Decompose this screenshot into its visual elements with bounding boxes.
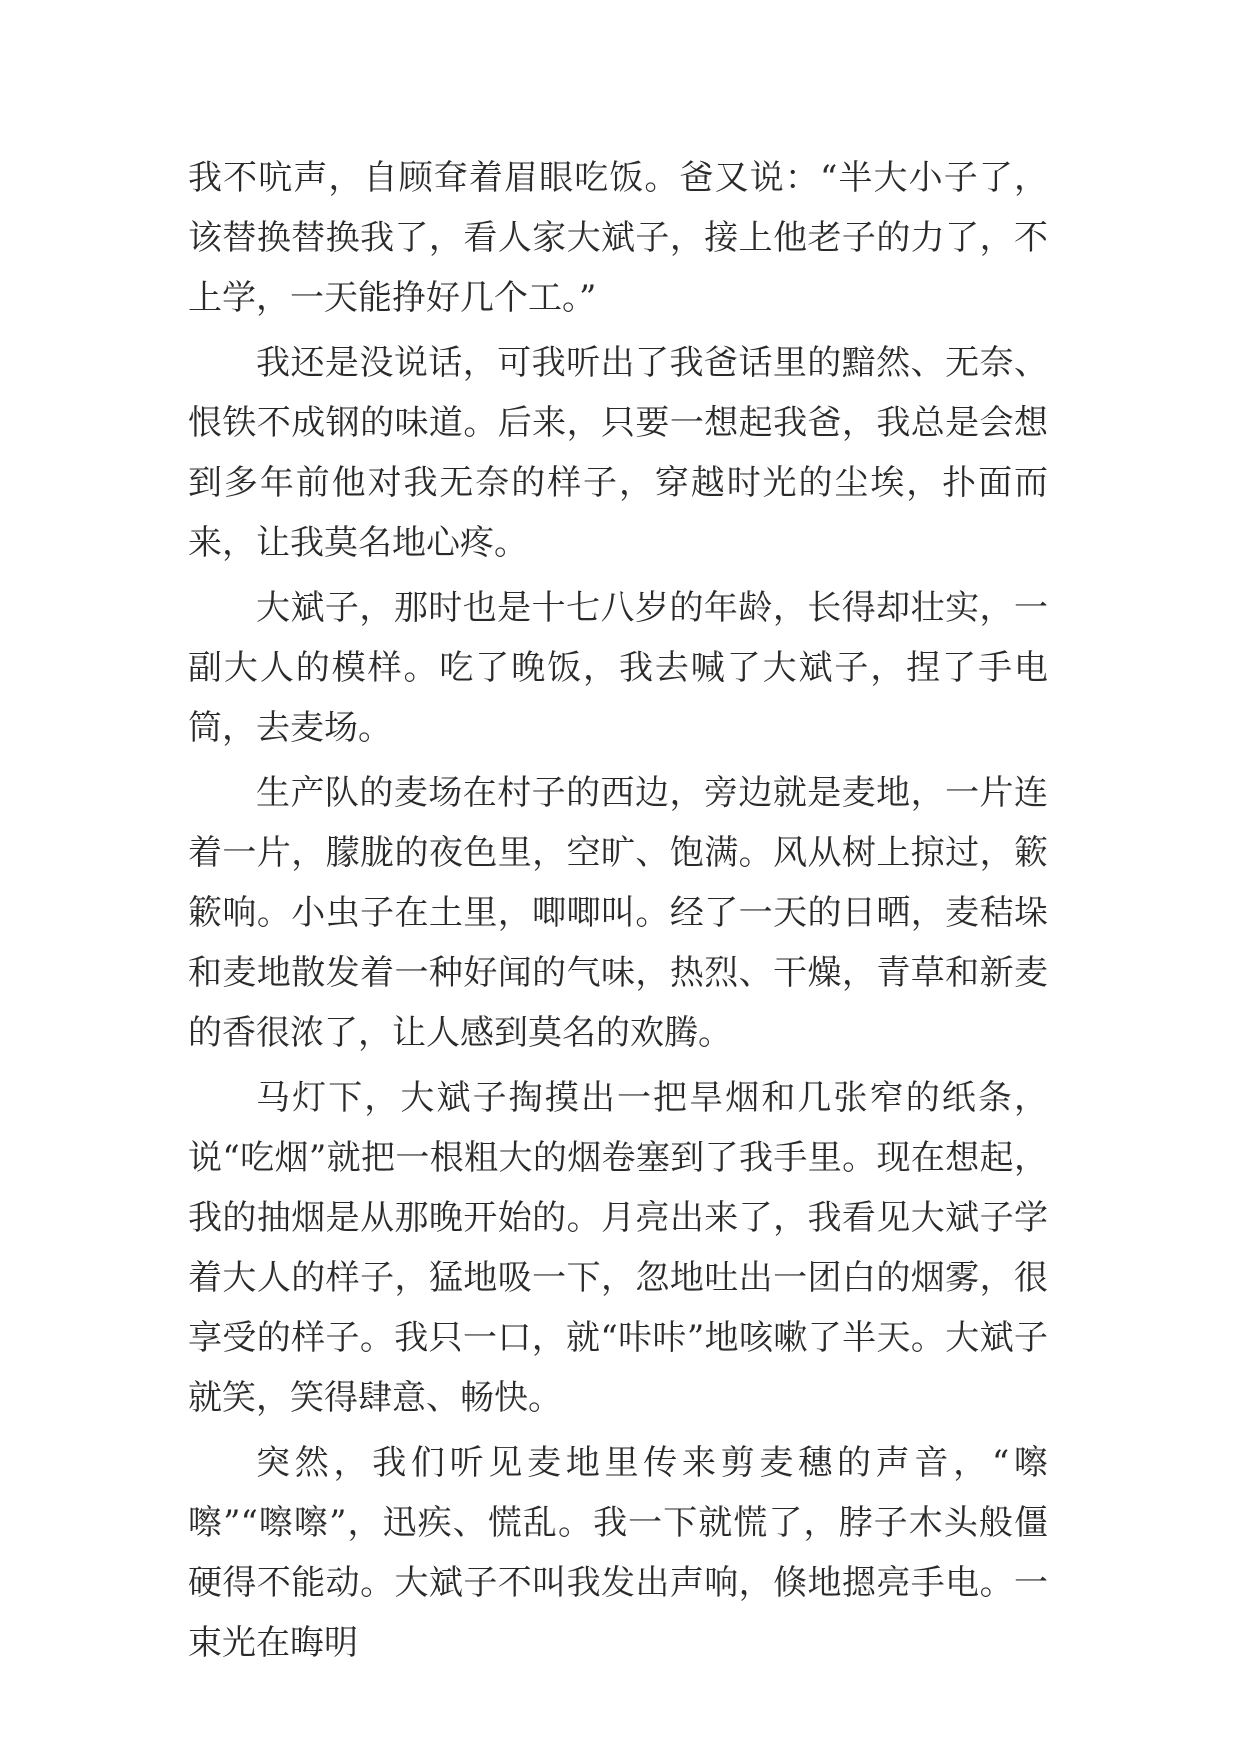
paragraph-5: 马灯下，大斌子掏摸出一把旱烟和几张窄的纸条，说“吃烟”就把一根粗大的烟卷塞到了我手里。现在想起，我的抽烟是从那晚开始的。月亮出来了，我看见大斌子学着大人的样子，猛地吸一下，忽地吐出一团白的烟雾，很享受的样子。我只一口，就“咔咔”地咳嗽了半天。大斌子就笑，笑得肆意、畅快。 [188,1078,1048,1418]
paragraph-6: 突然，我们听见麦地里传来剪麦穗的声音，“嚓嚓”“嚓嚓”，迅疾、慌乱。我一下就慌了，脖子木头般僵硬得不能动。大斌子不叫我发出声响，倏地摁亮手电。一束光在晦明 [188,1443,1048,1663]
paragraph-3: 大斌子，那时也是十七八岁的年龄，长得却壮实，一副大人的模样。吃了晚饭，我去喊了大斌子，捏了手电筒，去麦场。 [188,588,1048,748]
paragraph-2: 我还是没说话，可我听出了我爸话里的黯然、无奈、恨铁不成钢的味道。后来，只要一想起我爸，我总是会想到多年前他对我无奈的样子，穿越时光的尘埃，扑面而来，让我莫名地心疼。 [188,343,1048,563]
document-body [188,148,1048,1678]
paragraph-4: 生产队的麦场在村子的西边，旁边就是麦地，一片连着一片，朦胧的夜色里，空旷、饱满。风从树上掠过，簌簌响。小虫子在土里，唧唧叫。经了一天的日晒，麦秸垛和麦地散发着一种好闻的气味，热烈、干燥，青草和新麦的香很浓了，让人感到莫名的欢腾。 [188,773,1048,1053]
paragraph-1: 我不吭声，自顾耷着眉眼吃饭。爸又说：“半大小子了，该替换替换我了，看人家大斌子，接上他老子的力了，不上学，一天能挣好几个工。” [188,158,1048,318]
